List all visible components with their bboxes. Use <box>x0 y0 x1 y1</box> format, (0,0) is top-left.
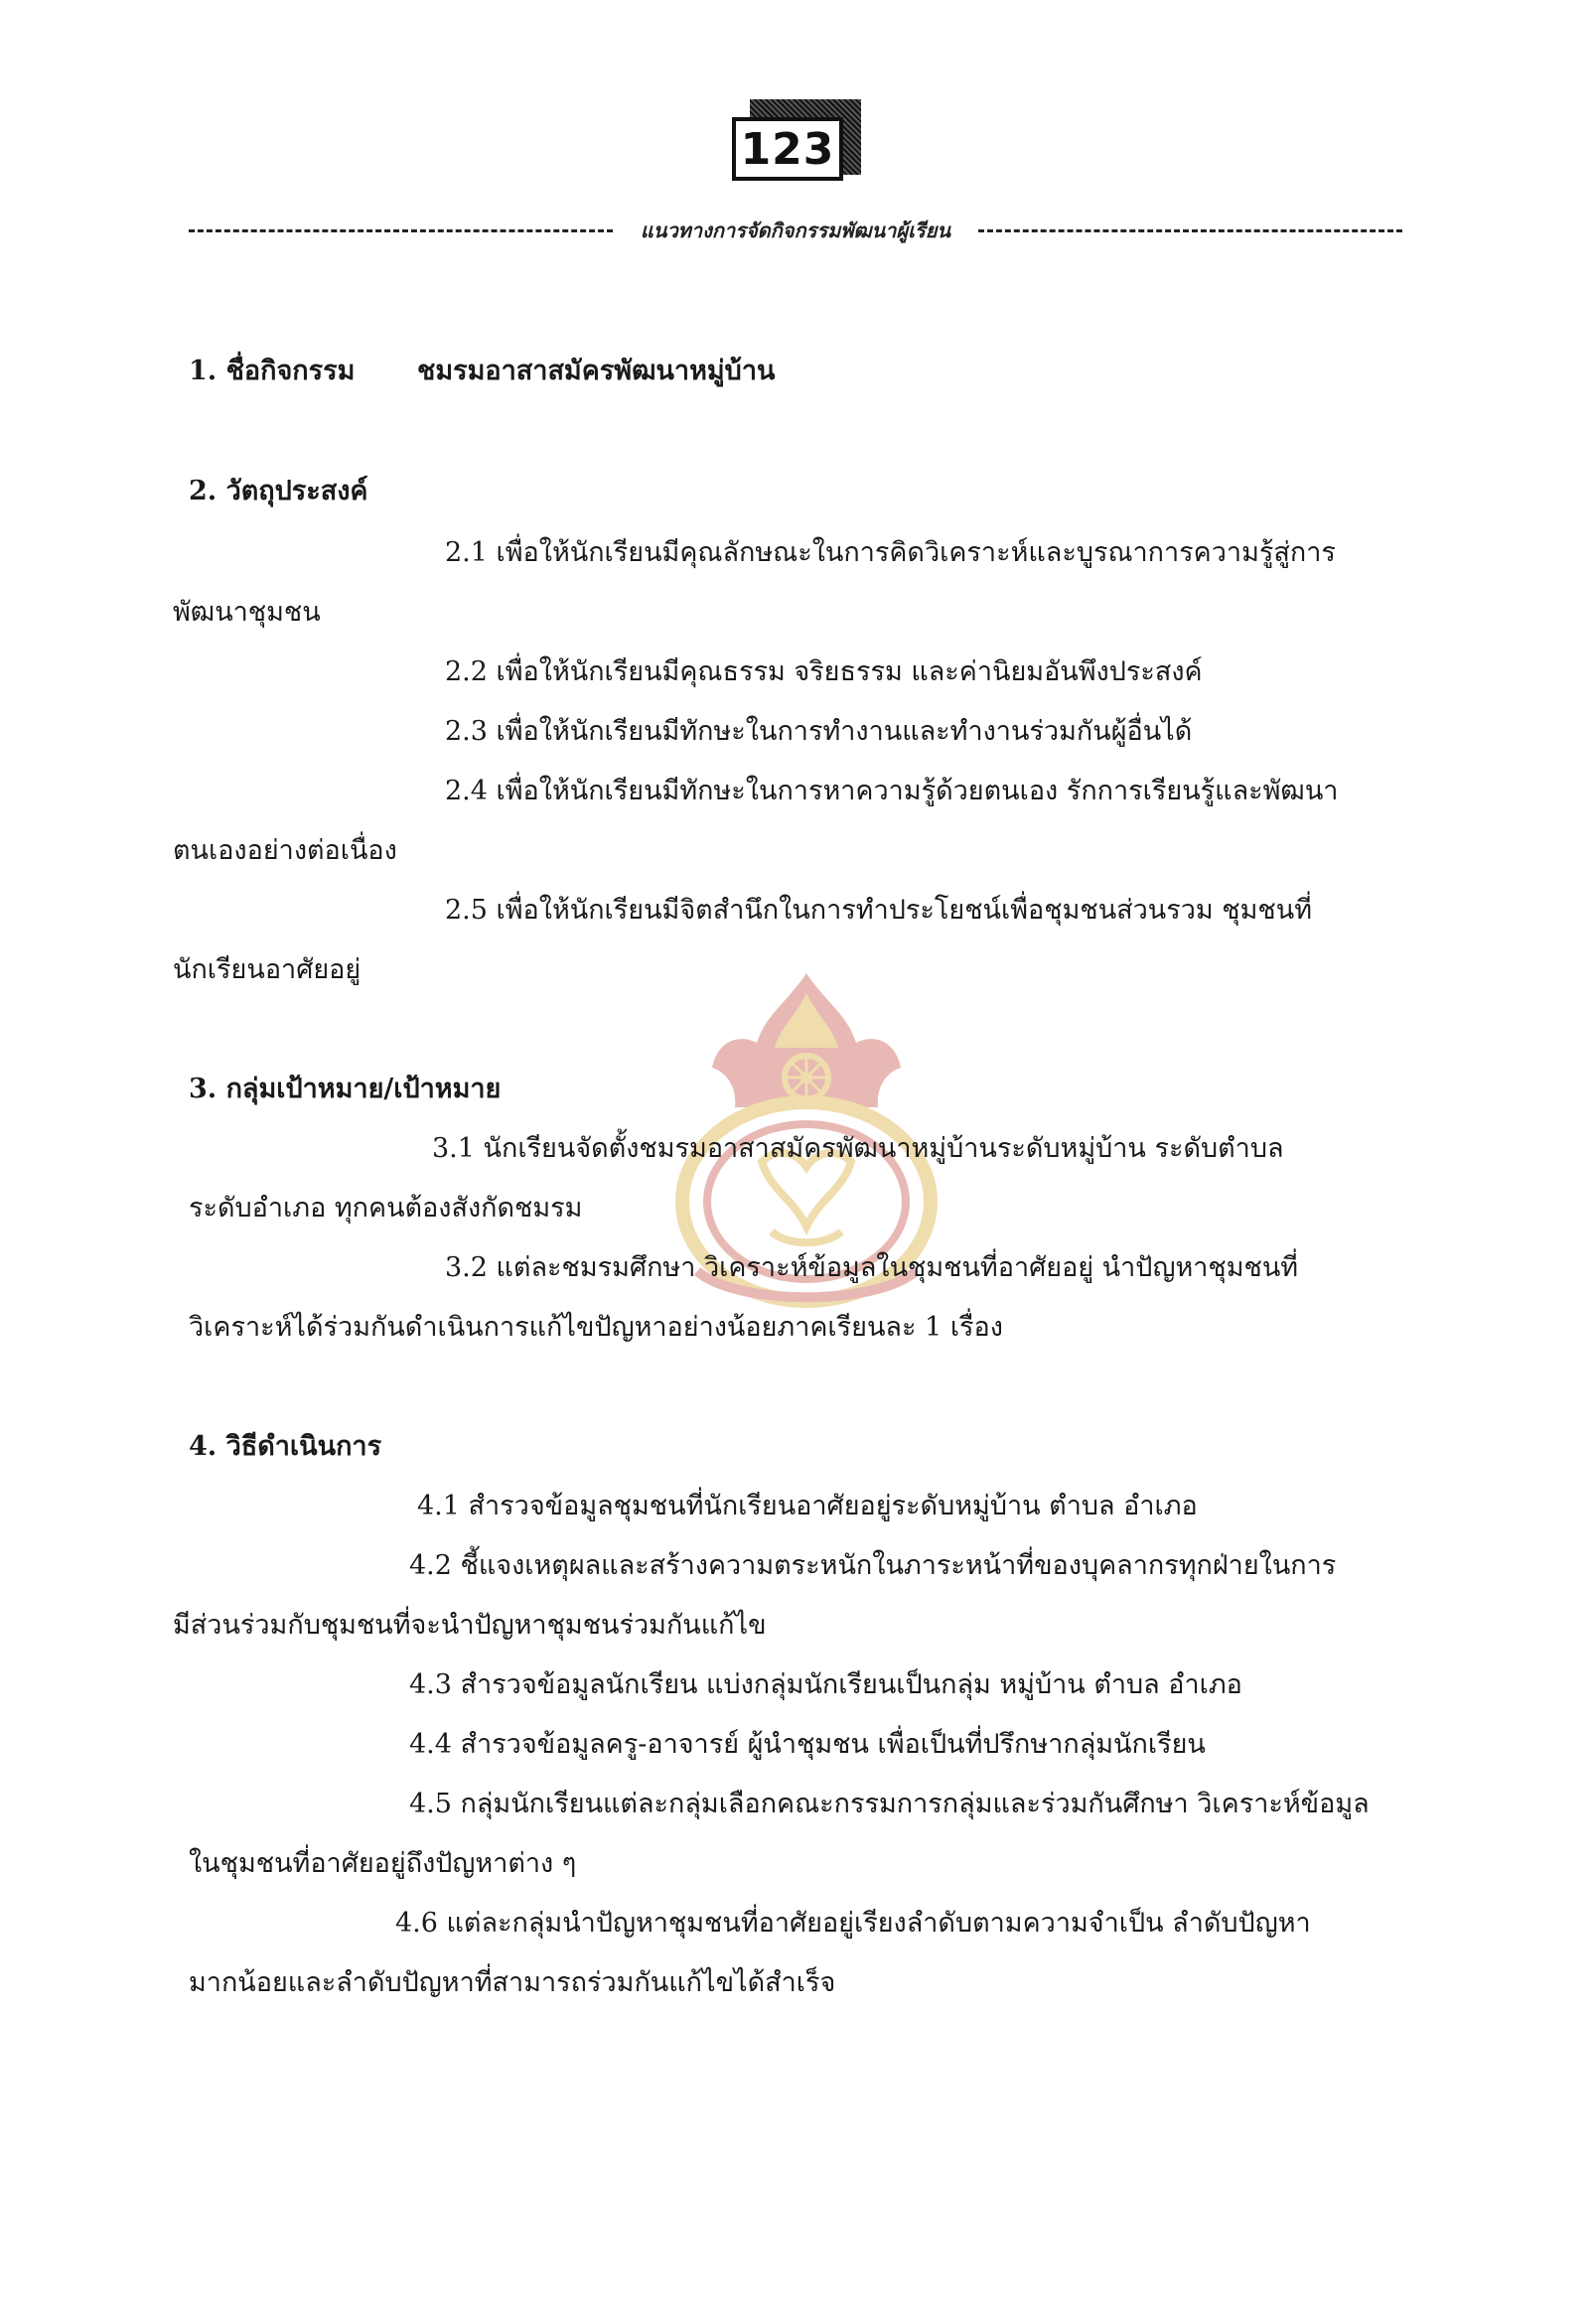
procedure-line: 4.2 ชี้แจงเหตุผลและสร้างความตระหนักในภาระหน้าที่ของบุคลากรทุกฝ่ายในการ <box>409 1550 1337 1581</box>
procedure-line: 4.5 กลุ่มนักเรียนแต่ละกลุ่มเลือกคณะกรรมการกลุ่มและร่วมกันศึกษา วิเคราะห์ข้อมูล <box>409 1789 1370 1819</box>
target-line: 3.1 นักเรียนจัดตั้งชมรมอาสาสมัครพัฒนาหมู่บ้านระดับหมู่บ้าน ระดับตำบล <box>432 1133 1284 1164</box>
section-2-heading: 2. วัตถุประสงค์ <box>189 476 368 506</box>
procedure-line: มีส่วนร่วมกับชุมชนที่จะนำปัญหาชุมชนร่วมกันแก้ไข <box>173 1610 767 1641</box>
objective-line: 2.4 เพื่อให้นักเรียนมีทักษะในการหาความรู้ด้วยตนเอง รักการเรียนรู้และพัฒนา <box>445 776 1339 806</box>
header-dash-right <box>978 229 1402 232</box>
procedure-line: 4.1 สำรวจข้อมูลชุมชนที่นักเรียนอาศัยอยู่ระดับหมู่บ้าน ตำบล อำเภอ <box>417 1491 1198 1521</box>
objective-line: ตนเองอย่างต่อเนื่อง <box>173 835 397 866</box>
procedure-line: 4.3 สำรวจข้อมูลนักเรียน แบ่งกลุ่มนักเรียนเป็นกลุ่ม หมู่บ้าน ตำบล อำเภอ <box>409 1669 1242 1700</box>
objective-line: 2.5 เพื่อให้นักเรียนมีจิตสำนึกในการทำประโยชน์เพื่อชุมชนส่วนรวม ชุมชนที่ <box>445 895 1313 926</box>
objective-line: 2.1 เพื่อให้นักเรียนมีคุณลักษณะในการคิดวิเคราะห์และบูรณาการความรู้สู่การ <box>445 537 1336 568</box>
procedure-line: 4.6 แต่ละกลุ่มนำปัญหาชุมชนที่อาศัยอยู่เรียงลำดับตามความจำเป็น ลำดับปัญหา <box>395 1908 1311 1939</box>
activity-name: ชมรมอาสาสมัครพัฒนาหมู่บ้าน <box>417 356 776 386</box>
procedure-line: ในชุมชนที่อาศัยอยู่ถึงปัญหาต่าง ๆ <box>189 1848 577 1879</box>
section-1-label: 1. ชื่อกิจกรรม <box>189 356 356 386</box>
procedure-line: 4.4 สำรวจข้อมูลครู-อาจารย์ ผู้นำชุมชน เพื่อเป็นที่ปรึกษากลุ่มนักเรียน <box>409 1729 1206 1760</box>
objective-line: 2.2 เพื่อให้นักเรียนมีคุณธรรม จริยธรรม และค่านิยมอันพึงประสงค์ <box>445 656 1203 687</box>
header-dash-left <box>189 229 613 232</box>
page-number-badge <box>732 99 857 181</box>
page-number: 123 <box>732 117 843 181</box>
target-line: วิเคราะห์ได้ร่วมกันดำเนินการแก้ไขปัญหาอย่างน้อยภาคเรียนละ 1 เรื่อง <box>189 1312 1003 1343</box>
section-4-heading: 4. วิธีดำเนินการ <box>189 1431 382 1462</box>
target-line: ระดับอำเภอ ทุกคนต้องสังกัดชมรม <box>189 1193 583 1223</box>
procedure-line: มากน้อยและลำดับปัญหาที่สามารถร่วมกันแก้ไขได้สำเร็จ <box>189 1967 836 1998</box>
target-line: 3.2 แต่ละชมรมศึกษา วิเคราะห์ข้อมูลในชุมชนที่อาศัยอยู่ นำปัญหาชุมชนที่ <box>445 1252 1299 1283</box>
objective-line: นักเรียนอาศัยอยู่ <box>173 954 362 985</box>
objective-line: พัฒนาชุมชน <box>173 597 321 628</box>
section-3-heading: 3. กลุ่มเป้าหมาย/เป้าหมาย <box>189 1074 502 1104</box>
header-rule <box>189 220 1402 240</box>
running-title: แนวทางการจัดกิจกรรมพัฒนาผู้เรียน <box>640 218 951 242</box>
objective-line: 2.3 เพื่อให้นักเรียนมีทักษะในการทำงานและทำงานร่วมกันผู้อื่นได้ <box>445 716 1193 747</box>
